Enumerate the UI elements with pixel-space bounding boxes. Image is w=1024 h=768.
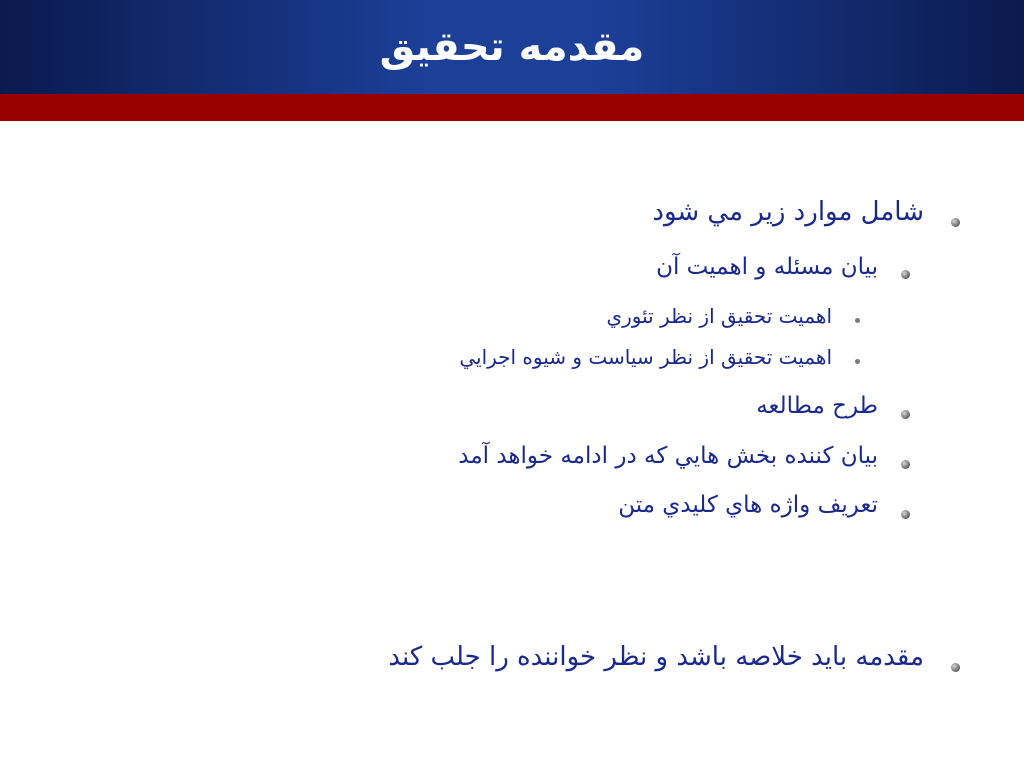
- bullet-text: بيان كننده بخش هايي كه در ادامه خواهد آمد: [458, 443, 878, 469]
- bullet-item-8: [0, 642, 924, 672]
- bullet-text: طرح مطالعه: [756, 393, 878, 419]
- bullet-item-1: [0, 197, 924, 227]
- bullet-text: بيان مسئله و اهميت آن: [656, 254, 878, 280]
- bullet-icon: [951, 218, 960, 227]
- bullet-item-4: [0, 345, 832, 369]
- bullet-item-7: [0, 492, 878, 518]
- accent-band: [0, 94, 1024, 121]
- bullet-text: مقدمه بايد خلاصه باشد و نظر خواننده را جلب كند: [388, 642, 924, 672]
- bullet-item-2: [0, 254, 878, 280]
- bullet-item-5: [0, 393, 878, 419]
- bullet-dot-icon: [855, 318, 860, 323]
- slide-title: مقدمه تحقيق: [379, 24, 645, 70]
- bullet-icon: [901, 270, 910, 279]
- bullet-text: تعريف واژه هاي كليدي متن: [618, 492, 878, 518]
- bullet-icon: [901, 410, 910, 419]
- bullet-text: اهميت تحقيق از نظر سياست و شيوه اجرايي: [459, 345, 832, 369]
- bullet-text: اهميت تحقيق از نظر تئوري: [606, 304, 832, 328]
- bullet-dot-icon: [855, 359, 860, 364]
- bullet-item-6: [0, 443, 878, 469]
- title-bar: [0, 0, 1024, 94]
- bullet-icon: [901, 510, 910, 519]
- bullet-item-3: [0, 304, 832, 328]
- bullet-text: شامل موارد زير مي شود: [652, 197, 924, 227]
- bullet-icon: [901, 460, 910, 469]
- bullet-icon: [951, 663, 960, 672]
